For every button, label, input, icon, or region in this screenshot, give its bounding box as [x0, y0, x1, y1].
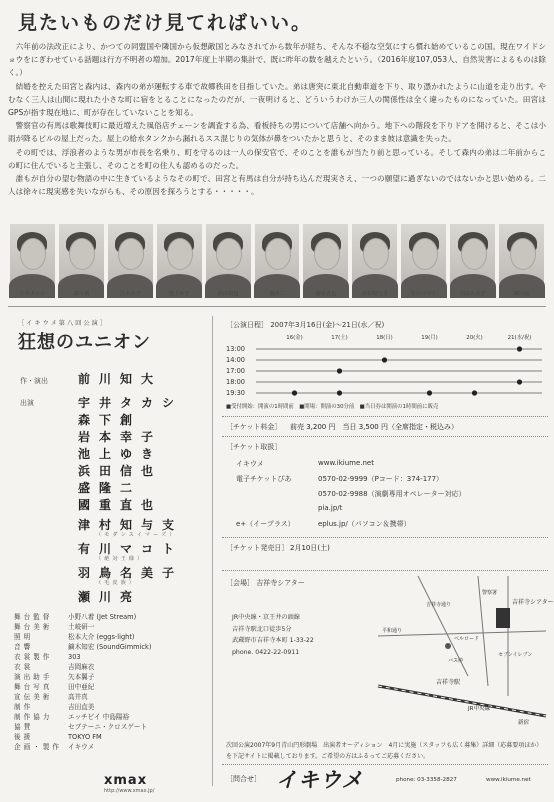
cast-member: 津村知与支 — [78, 518, 184, 532]
map-label-theater: 吉祥寺シアター — [512, 599, 554, 606]
xmax-logo: xmax — [104, 773, 148, 788]
performance-dot — [517, 346, 522, 351]
staff-name: エッチビイ 中島陽裕 — [68, 713, 130, 721]
schedule-day: 19(月) — [421, 335, 438, 341]
map-label-park: 吉祥寺通り — [426, 602, 452, 608]
cast-photo-strip — [10, 224, 544, 288]
price-text: 前売 3,200 円 当日 3,500 円（全席指定・税込み） — [290, 423, 458, 431]
cast-member: 池上ゆき — [78, 447, 163, 461]
cast-caption: 國重直也 — [315, 291, 337, 297]
staff-name: 吉田直美 — [68, 703, 95, 711]
synopsis-paragraph: その町では、浮浪者のような男が市長を名乗り、町を守るのは一人の保安官で、そのことを誰もが当たり前と思っている。そして森内の弟は二年前からこの町に住んでいると主張し、そのことを町の住人も認めるのだった。 — [8, 147, 546, 170]
cast-member: 岩本幸子 — [78, 430, 163, 444]
cast-caption: 森下創 — [73, 291, 90, 297]
cast-caption: 羽鳥名美子 — [459, 291, 486, 297]
theater-marker — [496, 608, 510, 628]
staff-role: 衣裳製作 — [14, 653, 53, 661]
performance-dot — [337, 368, 342, 373]
schedule-day: 20(火) — [466, 335, 483, 341]
schedule-day: 16(金) — [286, 335, 303, 341]
map-label-police: 警察署 — [482, 590, 498, 596]
performance-dot — [517, 379, 522, 384]
cast-caption: 池上ゆき — [168, 291, 190, 297]
staff-name: 田中亜紀 — [68, 683, 95, 691]
cast-caption: 浜田信也 — [217, 291, 239, 297]
ticket-contact: 0570-02-9999（Pコード：374-177） — [318, 475, 444, 483]
cast-photo — [206, 224, 251, 288]
staff-role: 制作協力 — [14, 713, 53, 721]
ticket-vendor: 電子チケットぴあ — [236, 475, 292, 483]
map-label-station: 吉祥寺駅 — [436, 679, 461, 686]
cast-member: 森下創 — [78, 413, 142, 427]
cast-member: 宇井タカシ — [78, 396, 184, 410]
map-label-jr: JR中央線 — [468, 706, 490, 712]
cast-caption: 津村知与支 — [361, 291, 388, 297]
ticket-vendor: e+（イープラス） — [236, 520, 295, 528]
ticket-contact[interactable]: pia.jp/t — [318, 504, 343, 512]
cast-caption: 盛隆二 — [269, 291, 285, 297]
staff-role: 企画・製作 — [14, 743, 62, 751]
schedule-day: 17(土) — [331, 335, 348, 341]
cast-caption: 有川マコト — [410, 291, 437, 297]
section-divider — [222, 436, 548, 437]
cast-affiliation: （毛皮族） — [96, 580, 137, 586]
play-title: 狂想のユニオン — [18, 332, 151, 353]
section-divider — [8, 306, 546, 307]
cast-member: 浜田信也 — [78, 464, 163, 478]
schedule-time: 19:30 — [226, 389, 246, 397]
ikiume-logo: イキウメ — [276, 768, 364, 792]
cast-photo — [10, 224, 55, 288]
staff-role: 後援 — [14, 733, 34, 741]
cast-affiliation: （絶対王様） — [96, 556, 146, 562]
staff-role: 音響 — [14, 643, 34, 651]
cast-photo — [401, 224, 446, 288]
performance-dot — [292, 390, 297, 395]
schedule-label: ［公演日程］ 2007年3月16日(金)〜21日(水／祝) — [226, 321, 385, 329]
venue-line: 吉祥寺駅北口徒歩5分 — [232, 625, 292, 633]
staff-role: 舞台監督 — [14, 613, 53, 621]
staff-role: 照明 — [14, 633, 34, 641]
staff-name: 松本大介 (eggs-light) — [68, 633, 135, 641]
series-label: ［イキウメ第八回公演］ — [18, 320, 108, 327]
venue-line: 武蔵野市吉祥寺本町 1-33-22 — [232, 637, 314, 645]
cast-photo — [59, 224, 104, 288]
staff-name: 矢本翼子 — [68, 673, 95, 681]
price-label: ［チケット料金］ — [226, 423, 282, 431]
map-label-heiwa: 平和通り — [382, 628, 403, 634]
section-divider — [222, 570, 548, 571]
staff-role: 演出助手 — [14, 673, 53, 681]
synopsis-paragraph: 六年前の法改正により、かつての同盟国や隣国から仮想敵国とみなされてから数年が経ち、そんな不穏な空気にすら慣れ始めているこの国。現在ワイドショウをにぎわせている話題は行方不明者の増加。2017年度上半期の集計で、既に昨年の数を越えたという。（2016年度107,053人、自然災害によるものは除く。） — [8, 42, 546, 78]
venue-label: ［会場］ 吉祥寺シアター — [226, 579, 305, 587]
cast-photo — [157, 224, 202, 288]
performance-dot — [427, 390, 432, 395]
schedule-grid — [222, 331, 548, 401]
contact-label: ［問合せ］ — [226, 775, 261, 783]
cast-photo — [352, 224, 397, 288]
section-divider — [222, 537, 548, 538]
schedule-time: 13:00 — [226, 345, 246, 353]
staff-role: 衣裳 — [14, 663, 34, 671]
cast-photo — [303, 224, 348, 288]
ticket-contact: 0570-02-9988（演劇専用オペレーター対応） — [318, 490, 466, 498]
map-label-belt: ベルロード — [454, 636, 480, 642]
cast-affiliation: （モダンスイマーズ） — [96, 532, 178, 538]
director-name: 前川知大 — [78, 372, 163, 386]
section-divider — [222, 416, 548, 417]
schedule-time: 18:00 — [226, 378, 246, 386]
staff-role: 協賛 — [14, 723, 34, 731]
cast-photo — [450, 224, 495, 288]
synopsis — [8, 40, 546, 198]
cast-member: 瀬川亮 — [78, 590, 142, 604]
tickets-label: ［チケット取扱］ — [226, 443, 282, 451]
xmax-url[interactable]: http://www.xmax.jp/ — [104, 788, 155, 794]
cast-photo — [108, 224, 153, 288]
section-divider — [222, 764, 548, 765]
synopsis-paragraph: 結婚を控えた田宮と森内は、森内の弟が運転する車で故郷秩田を目指していた。弟は唐突に東北自動車道を下り、取り憑かれたように山道を走り出す。やむなく三人は山間に現れた小さな町に宿をとることになったのだが、一夜明けると、どういうわけか三人の関係性は全く違ったものになっていた。田宮はGPSが指す現在地に、町が存在していないことを知る。 — [8, 81, 546, 118]
schedule-legend: ■受付開始：開演の1時間前 ■開場：開演の30分前 ■当日券は開演の1時間前に販売 — [226, 404, 439, 410]
column-divider — [212, 316, 213, 786]
staff-role: 舞台写真 — [14, 683, 53, 691]
staff-role: 舞台美術 — [14, 623, 53, 631]
staff-name: TOKYO FM — [68, 733, 102, 741]
venue-map — [378, 576, 554, 726]
staff-role: 制作 — [14, 703, 34, 711]
cast-member: 羽鳥名美子 — [78, 566, 184, 580]
cast-member: 有川マコト — [78, 542, 184, 556]
staff-name: 高井真 — [68, 693, 88, 701]
cast-member: 盛隆二 — [78, 481, 142, 495]
ticket-vendor: イキウメ — [236, 460, 264, 468]
cast-caption: 宇井タカシ — [19, 291, 46, 297]
staff-role: 宣伝美術 — [14, 693, 53, 701]
staff-credits — [14, 612, 151, 752]
schedule-day: 18(日) — [376, 335, 393, 341]
cast-caption: 岩本幸子 — [119, 291, 141, 297]
schedule-day: 21(水/祝) — [507, 335, 532, 341]
director-label: 作・演出 — [20, 377, 48, 385]
synopsis-paragraph: 誰もが自分の望む物語の中に生きているようなその町で、田宮と有馬は自分が持ち込んだ現実さえ、一つの願望に過ぎないのではないかと思い始める。二人は徐々に現実感を失いながらも、その原因を探ろうとする・・・・・。 — [8, 174, 546, 197]
cast-caption: 瀬川亮 — [513, 291, 530, 297]
venue-line: phone. 0422-22-0911 — [232, 648, 300, 656]
performance-dot — [472, 390, 477, 395]
map-label-seven: セブンイレブン — [498, 652, 533, 658]
cast-member: 國重直也 — [78, 498, 163, 512]
headline: 見たいものだけ見てればいい。 — [18, 12, 313, 34]
ticket-contact[interactable]: www.ikiume.net — [318, 459, 374, 467]
staff-name: 鏑木知宏 (SoundGimmick) — [68, 643, 152, 651]
synopsis-paragraph: 警察官の有馬は歌舞伎町に最近増えた風俗店チェーンを調査する為、看板持ちの男について店舗へ向かう。地下への階段を下りドアを開けると、そこは小雨が降るビルの屋上だった。屋上の給水タンクから漏れるスス混じりの気体が鼻をついたかと思うと、そのまま彼は意識を失った。 — [8, 121, 546, 144]
staff-name: 土岐研一 — [68, 623, 95, 631]
performance-dot — [337, 390, 342, 395]
cast-photo — [255, 224, 300, 288]
staff-name: 吉岡麻衣 — [68, 663, 95, 671]
ticket-contact[interactable]: eplus.jp/（パソコン＆携帯） — [318, 520, 411, 528]
release-date: 2月10日(土) — [290, 544, 330, 552]
staff-name: 小野八着 (Jet Stream) — [68, 613, 137, 621]
map-label-bus: バス停 — [448, 658, 464, 664]
schedule-time: 14:00 — [226, 356, 246, 364]
map-landmark — [445, 643, 451, 649]
performance-dot — [382, 357, 387, 362]
schedule-time: 17:00 — [226, 367, 246, 375]
staff-name: イキウメ — [68, 743, 95, 751]
map-label-shinjuku: 新宿 — [518, 720, 530, 726]
venue-details — [232, 612, 314, 658]
cast-label: 出演 — [20, 399, 34, 407]
staff-name: セブテーニ・クロスゲート — [68, 723, 148, 731]
cast-photo-captions — [10, 290, 544, 297]
cast-photo — [499, 224, 544, 288]
staff-name: 303 — [68, 653, 81, 661]
venue-line: JR中央線・京王井の頭線 — [232, 614, 300, 621]
release-label: ［チケット発売日］ — [226, 544, 289, 552]
contact-website[interactable]: www.ikiume.net — [486, 777, 531, 783]
next-performance-notice: 次回公演2007年9月青山円形劇場 出演者オーディション 4月に実施（スタッフも広く募集）詳細（応募要項ほか）を下記サイトに掲載しております。ご希望の方はふるってご応募ください。 — [226, 742, 543, 760]
contact-phone: phone: 03-3358-2827 — [396, 777, 457, 783]
